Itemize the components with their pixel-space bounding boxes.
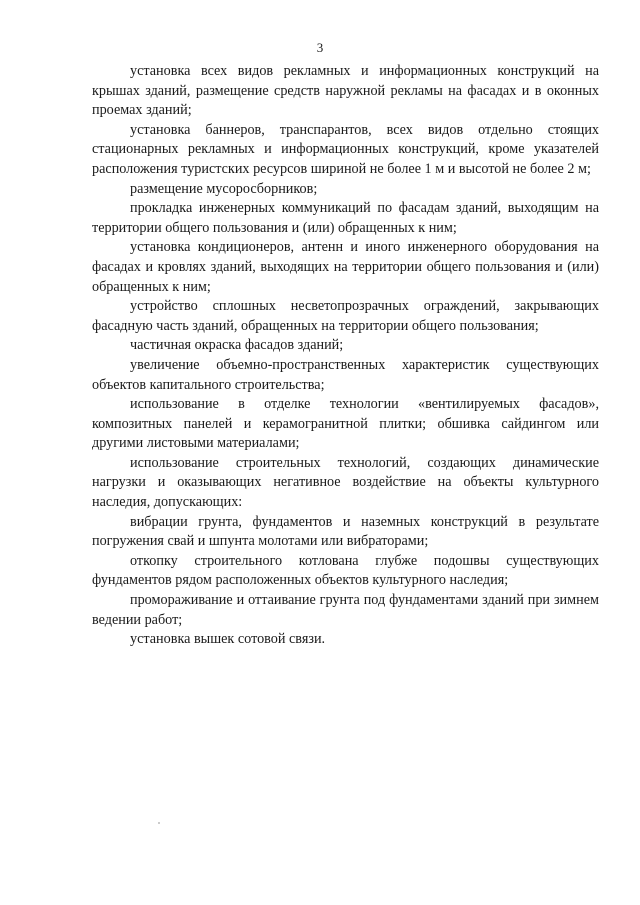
page-number: 3 [316,40,324,55]
paragraph-advertising-roofs: установка всех видов рекламных и информационных конструкций на крышах зданий, размещение средств наружной рекламы на фасадах и в оконных проемах зданий; [92,63,599,119]
paragraph-cell-towers: установка вышек сотовой связи. [130,631,326,648]
paragraph-ventilated-facades: использование в отделке технологии «вентилируемых фасадов», композитных панелей и керамогранитной плитки; обшивка сайдингом или другими листовыми материалами; [92,396,599,452]
scan-artifact-dot [158,822,160,824]
paragraph-engineering-communications: прокладка инженерных коммуникаций по фасадам зданий, выходящим на территории общего пользования и (или) обращенных к ним; [92,200,599,236]
paragraph-ground-vibration: вибрации грунта, фундаментов и наземных конструкций в результате погружения свай и шпунта молотами или вибраторами; [92,513,599,550]
document-body [92,62,599,650]
paragraph-ground-freezing: промораживание и оттаивание грунта под фундаментами зданий при зимнем ведении работ; [92,592,599,628]
paragraph-construction-technologies: использование строительных технологий, создающих динамические нагрузки и оказывающих негативное воздействие на объекты культурного наследия, допускающих: [92,454,599,511]
paragraph-air-conditioners: установка кондиционеров, антенн и иного инженерного оборудования на фасадах и кровлях зданий, выходящих на территории общего пользования и (или) обращенных к ним; [92,239,599,295]
paragraph-garbage-collectors: размещение мусоросборников; [130,180,318,197]
paragraph-solid-fences: устройство сплошных несветопрозрачных ограждений, закрывающих фасадную часть зданий, обращенных на территории общего пользования; [92,298,599,334]
paragraph-pit-excavation: откопку строительного котлована глубже подошвы существующих фундаментов рядом расположенных объектов культурного наследия; [92,552,599,589]
paragraph-banners: установка баннеров, транспарантов, всех видов отдельно стоящих стационарных рекламных и информационных конструкций, кроме указателей расположения туристских ресурсов шириной не более 1 м и высотой не более 2 м; [92,121,599,177]
paragraph-partial-painting: частичная окраска фасадов зданий; [130,337,344,354]
paragraph-volume-increase: увеличение объемно-пространственных характеристик существующих объектов капитального строительства; [92,356,599,393]
